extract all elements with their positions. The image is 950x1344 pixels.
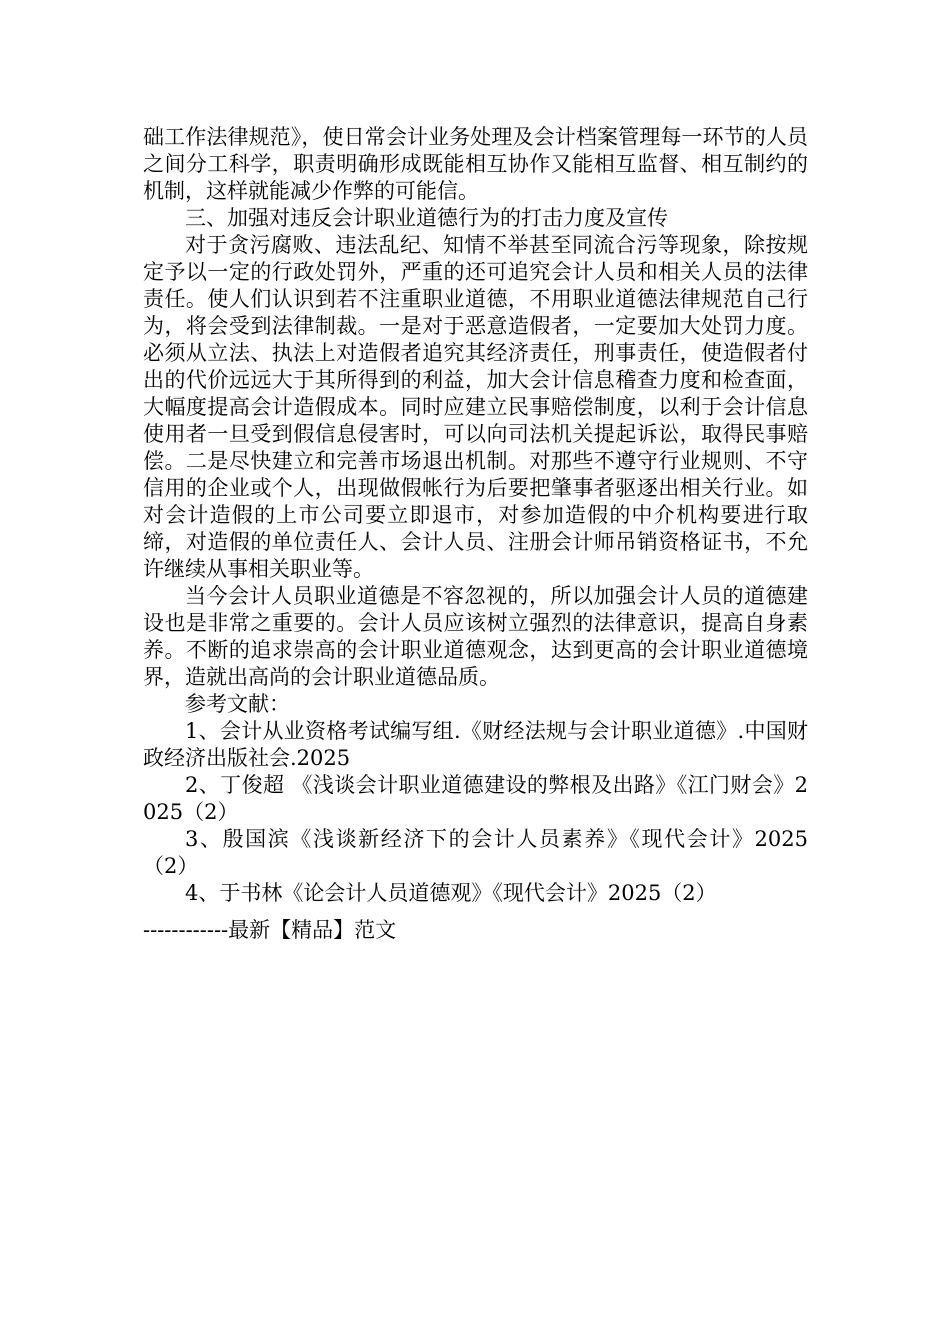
reference-item: 1、会计从业资格考试编写组.《财经法规与会计职业道德》.中国财政经济出版社会.2025 — [143, 719, 808, 770]
references-heading: 参考文献： — [185, 692, 290, 716]
reference-item: 3、殷国滨《浅谈新经济下的会计人员素养》《现代会计》2025（2） — [143, 827, 808, 878]
paragraph-penalties: 对于贪污腐败、违法乱纪、知情不举甚至同流合污等现象，除按规定予以一定的行政处罚外，严重的还可追究会计人员和相关人员的法律责任。使人们认识到若不注重职业道德，不用职业道德法律规范自己行为，将会受到法律制裁。一是对于恶意造假者，一定要加大处罚力度。必须从立法、执法上对造假者追究其经济责任，刑事责任，使造假者付出的代价远远大于其所得到的利益，加大会计信息稽查力度和检查面，大幅度提高会计造假成本。同时应建立民事赔偿制度，以利于会计信息使用者一旦受到假信息侵害时，可以向司法机关提起诉讼，取得民事赔偿。二是尽快建立和完善市场退出机制。对那些不遵守行业规则、不守信用的企业或个人，出现做假帐行为后要把肇事者驱逐出相关行业。如对会计造假的上市公司要立即退市，对参加造假的中介机构要进行取缔，对造假的单位责任人、会计人员、注册会计师吊销资格证书，不允许继续从事相关职业等。 — [143, 233, 808, 581]
reference-item: 2、丁俊超 《浅谈会计职业道德建设的弊根及出路》《江门财会》2025（2） — [143, 773, 808, 824]
reference-item: 4、于书林《论会计人员道德观》《现代会计》2025（2） — [185, 881, 717, 905]
references-list — [143, 718, 808, 907]
document-body — [143, 124, 808, 907]
paragraph-continuation: 础工作法律规范》，使日常会计业务处理及会计档案管理每一环节的人员之间分工科学，职责明确形成既能相互协作又能相互监督、相互制约的机制，这样就能减少作弊的可能信。 — [143, 125, 808, 203]
footer-text: ------------最新【精品】范文 — [143, 918, 397, 942]
paragraph-conclusion: 当今会计人员职业道德是不容忽视的，所以加强会计人员的道德建设也是非常之重要的。会计人员应该树立强烈的法律意识，提高自身素养。不断的追求崇高的会计职业道德观念，达到更高的会计职业道德境界，造就出高尚的会计职业道德品质。 — [143, 584, 808, 689]
section-heading-3: 三、加强对违反会计职业道德行为的打击力度及宣传 — [185, 206, 668, 230]
